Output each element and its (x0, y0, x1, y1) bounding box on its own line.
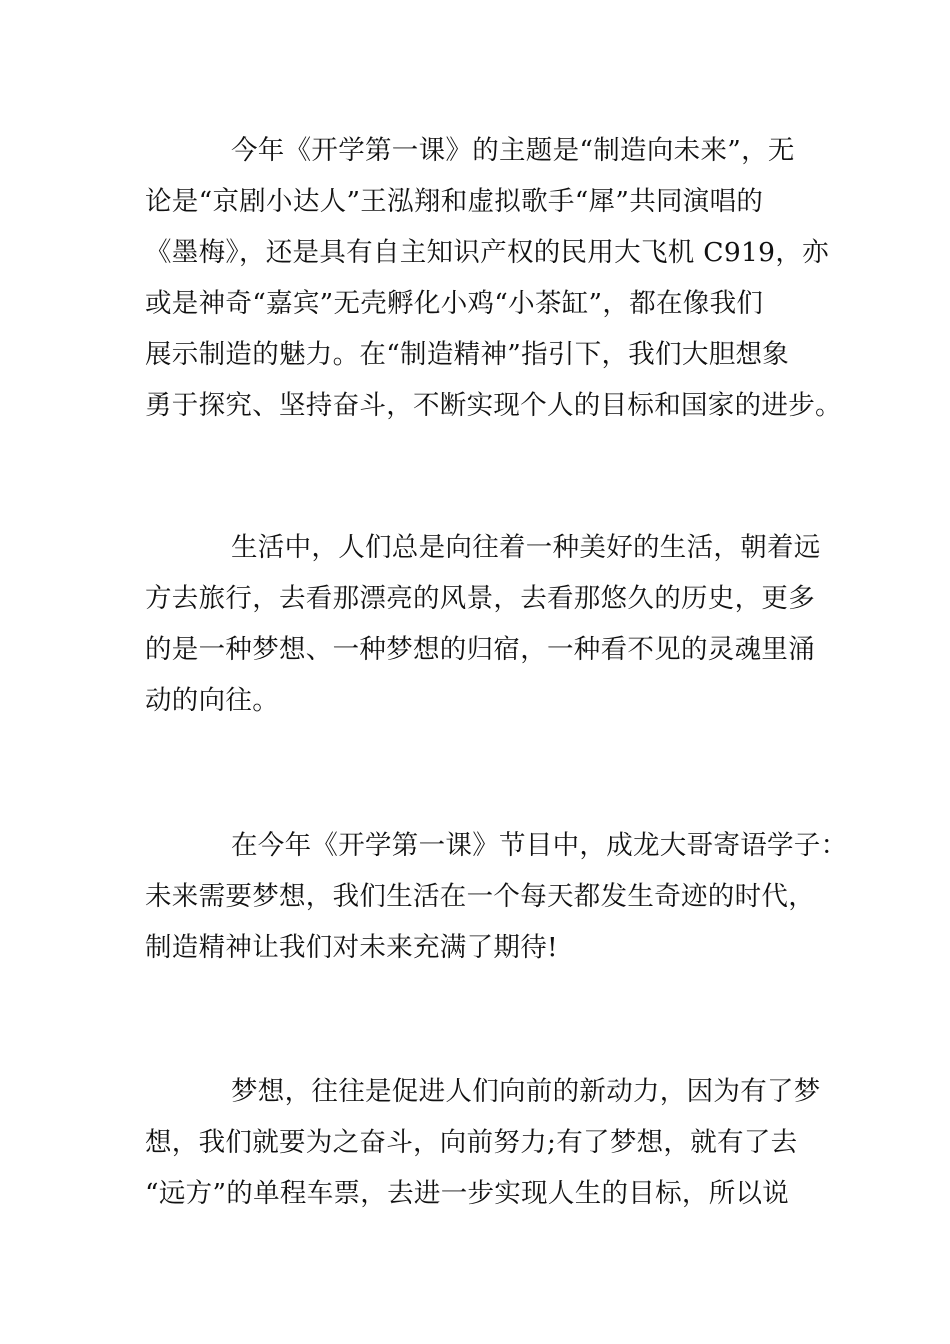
paragraph-line: 制造精神让我们对未来充满了期待! (145, 932, 558, 963)
paragraph-line: 今年《开学第一课》的主题是“制造向未来”，无 (231, 135, 795, 166)
paragraph-line: 《墨梅》，还是具有自主知识产权的民用大飞机 C919，亦 (145, 237, 829, 268)
paragraph-2 (145, 522, 821, 726)
paragraph-line: 展示制造的魅力。在“制造精神”指引下，我们大胆想象 (145, 339, 790, 370)
paragraph-3 (145, 820, 848, 973)
paragraph-line: 动的向往。 (145, 685, 279, 716)
paragraph-line: 梦想，往往是促进人们向前的新动力，因为有了梦 (231, 1076, 821, 1107)
paragraph-line: 论是“京剧小达人”王泓翔和虚拟歌手“犀”共同演唱的 (145, 186, 764, 217)
paragraph-1 (145, 125, 842, 431)
paragraph-line: 的是一种梦想、一种梦想的归宿，一种看不见的灵魂里涌 (145, 634, 815, 665)
paragraph-line: 勇于探究、坚持奋斗，不断实现个人的目标和国家的进步。 (145, 390, 842, 421)
paragraph-line: “远方”的单程车票，去进一步实现人生的目标，所以说 (145, 1178, 790, 1209)
paragraph-line: 或是神奇“嘉宾”无壳孵化小鸡“小茶缸”，都在像我们 (145, 288, 764, 319)
paragraph-4 (145, 1066, 821, 1219)
paragraph-line: 生活中，人们总是向往着一种美好的生活，朝着远 (231, 532, 821, 563)
paragraph-line: 方去旅行，去看那漂亮的风景，去看那悠久的历史，更多 (145, 583, 815, 614)
paragraph-line: 在今年《开学第一课》节目中，成龙大哥寄语学子： (231, 830, 848, 861)
paragraph-line: 未来需要梦想，我们生活在一个每天都发生奇迹的时代， (145, 881, 815, 912)
paragraph-line: 想，我们就要为之奋斗，向前努力;有了梦想，就有了去 (145, 1127, 798, 1158)
